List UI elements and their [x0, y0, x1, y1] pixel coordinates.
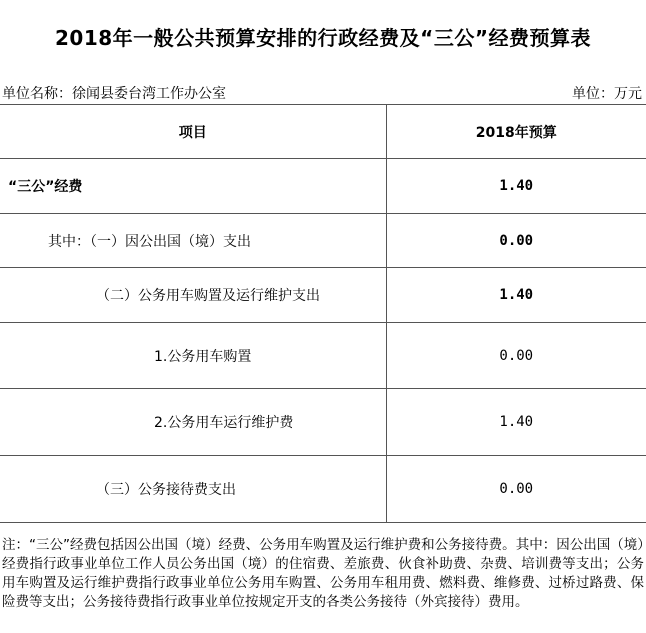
- table-row: [0, 323, 646, 389]
- column-header-item: 项目: [0, 105, 386, 159]
- row-item: （三）公务接待费支出: [0, 456, 386, 523]
- row-item: （二）公务用车购置及运行维护支出: [0, 268, 386, 323]
- row-value: 1.40: [386, 268, 646, 323]
- page-title: 2018年一般公共预算安排的行政经费及“三公”经费预算表: [55, 26, 591, 50]
- row-value: 1.40: [386, 389, 646, 456]
- budget-table: [0, 104, 646, 523]
- row-value: 0.00: [386, 456, 646, 523]
- table-row: [0, 159, 646, 214]
- row-item: 2.公务用车运行维护费: [0, 389, 386, 456]
- table-row: [0, 268, 646, 323]
- row-item: 其中：（一）因公出国（境）支出: [0, 214, 386, 268]
- table-row: [0, 214, 646, 268]
- row-value: 1.40: [386, 159, 646, 214]
- table-row: [0, 389, 646, 456]
- row-value: 0.00: [386, 214, 646, 268]
- row-item: “三公”经费: [0, 159, 386, 214]
- unit-label: 单位：万元: [572, 86, 642, 102]
- row-item: 1.公务用车购置: [0, 323, 386, 389]
- row-value: 0.00: [386, 323, 646, 389]
- table-row: [0, 456, 646, 523]
- column-header-budget: 2018年预算: [386, 105, 646, 159]
- table-header-row: [0, 105, 646, 159]
- footnote: 注：“三公”经费包括因公出国（境）经费、公务用车购置及运行维护费和公务接待费。其中：因公出国（境）经费指行政事业单位工作人员公务出国（境）的住宿费、差旅费、伙食补助费、杂费、培训费等支出；公务用车购置及运行维护费指行政事业单位公务用车购置、公务用车租用费、燃料费、维修费、过桥过路费、保险费等支出；公务接待费指行政事业单位按规定开支的各类公务接待（外宾接待）费用。: [2, 537, 644, 610]
- unit-name-label: 单位名称：徐闻县委台湾工作办公室: [2, 86, 226, 102]
